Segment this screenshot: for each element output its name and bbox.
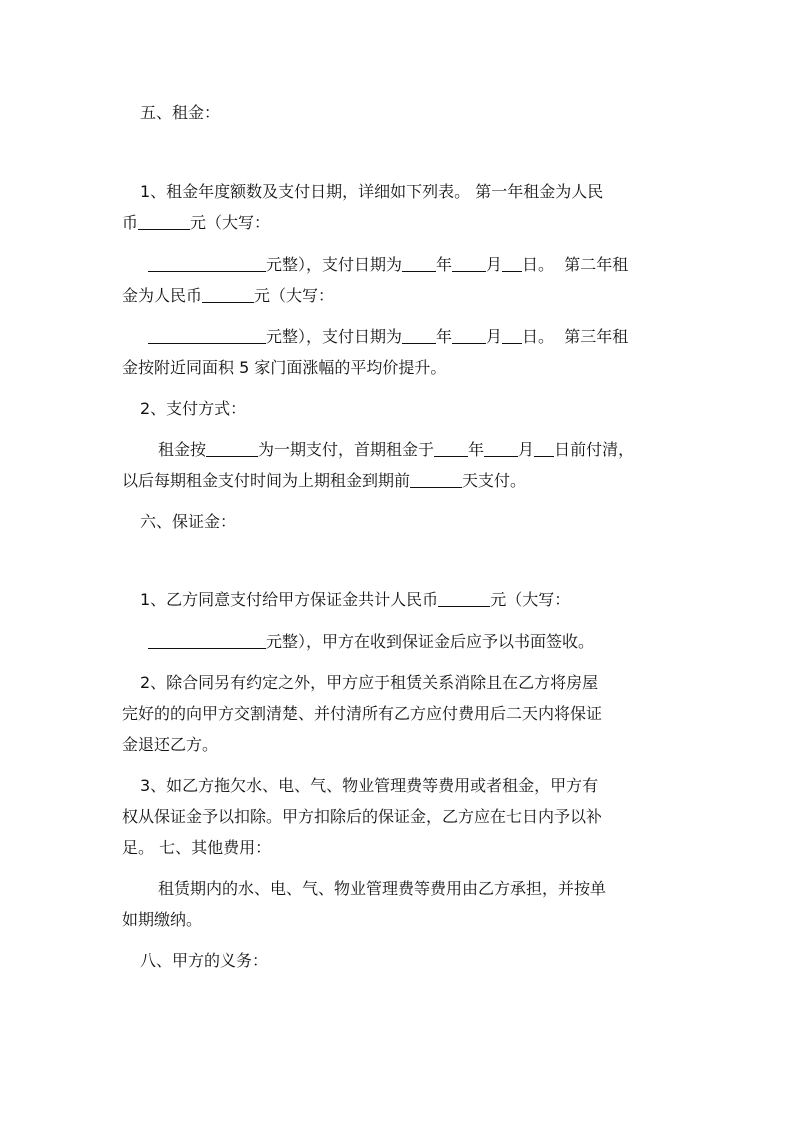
blank-field[interactable] (502, 253, 522, 272)
deposit-item1-line1: 1、乙方同意支付给甲方保证金共计人民币 元（大写： (140, 590, 571, 609)
rent-item1-line5: 元整），支付日期为 年 月 日。 第三年租 (148, 321, 628, 352)
section-eight-heading: 八、甲方的义务： (140, 951, 269, 970)
blank-field[interactable] (484, 438, 518, 457)
rent-item1-line2: 币 元（大写： (122, 213, 271, 232)
blank-field[interactable] (402, 253, 436, 272)
payment-method-line1: 租金按 为一期支付，首期租金于 年 月 日前付清， (158, 440, 635, 459)
blank-field[interactable] (502, 325, 522, 344)
blank-field[interactable] (138, 211, 190, 230)
deposit-item3-line1: 3、如乙方拖欠水、电、气、物业管理费等费用或者租金，甲方有 (140, 776, 599, 795)
blank-field[interactable] (452, 325, 486, 344)
payment-method-heading: 2、支付方式： (140, 399, 247, 418)
payment-method-line2: 以后每期租金支付时间为上期租金到期前 天支付。 (122, 471, 527, 490)
blank-field[interactable] (438, 588, 490, 607)
blank-field[interactable] (452, 253, 486, 272)
section-six-heading: 六、保证金： (140, 512, 237, 531)
deposit-item1-line2: 元整），甲方在收到保证金后应予以书面签收。 (148, 626, 594, 657)
blank-field[interactable] (534, 438, 554, 457)
rent-item1-line4: 金为人民币 元（大写： (122, 286, 335, 305)
blank-field[interactable] (148, 253, 266, 272)
deposit-item3-line3: 足。 七、其他费用： (122, 838, 272, 857)
other-fees-line1: 租赁期内的水、电、气、物业管理费等费用由乙方承担，并按单 (158, 879, 607, 898)
blank-field[interactable] (206, 438, 258, 457)
section-five-heading: 五、租金： (140, 103, 221, 122)
deposit-item2-line3: 金退还乙方。 (122, 735, 219, 754)
rent-item1-line6: 金按附近同面积 5 家门面涨幅的平均价提升。 (122, 358, 447, 377)
blank-field[interactable] (434, 438, 468, 457)
blank-field[interactable] (402, 325, 436, 344)
blank-field[interactable] (148, 325, 266, 344)
deposit-item3-line2: 权从保证金予以扣除。甲方扣除后的保证金，乙方应在七日内予以补 (122, 807, 603, 826)
other-fees-line2: 如期缴纳。 (122, 910, 203, 929)
blank-field[interactable] (410, 469, 462, 488)
deposit-item2-line2: 完好的的向甲方交割清楚、并付清所有乙方应付费用后二天内将保证 (122, 704, 603, 723)
blank-field[interactable] (148, 630, 266, 649)
deposit-item2-line1: 2、除合同另有约定之外，甲方应于租赁关系消除且在乙方将房屋 (140, 673, 599, 692)
rent-item1-line3: 元整），支付日期为 年 月 日。 第二年租 (148, 249, 628, 280)
blank-field[interactable] (202, 284, 254, 303)
rent-item1-line1: 1、租金年度额数及支付日期，详细如下列表。 第一年租金为人民 (140, 182, 604, 201)
